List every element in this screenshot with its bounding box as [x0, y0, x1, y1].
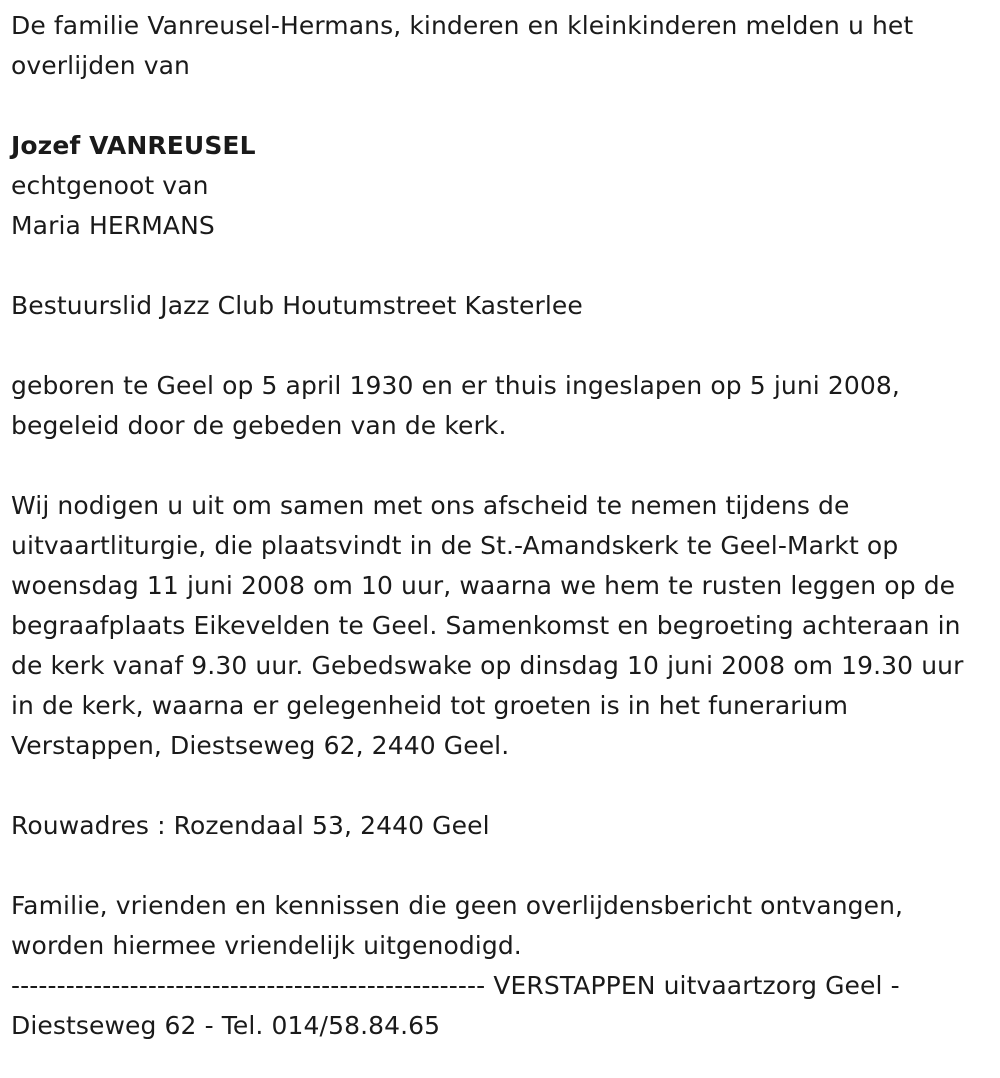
- spacer: [11, 846, 986, 886]
- birth-death-text: geboren te Geel op 5 april 1930 en er thuis ingeslapen op 5 juni 2008, begeleid door de gebeden van de kerk.: [11, 371, 900, 440]
- spouse-label: echtgenoot van: [11, 171, 209, 200]
- spacer: [11, 326, 986, 366]
- deceased-name: Jozef VANREUSEL: [11, 131, 256, 160]
- footer-text: ---------------------------------------------------- VERSTAPPEN uitvaartzorg Geel - Diestseweg 62 - Tel. 014/58.84.65: [11, 971, 900, 1040]
- intro-text: De familie Vanreusel-Hermans, kinderen en kleinkinderen melden u het overlijden van: [11, 11, 914, 80]
- obituary-notice: [11, 6, 986, 1046]
- spacer: [11, 766, 986, 806]
- closing-text: Familie, vrienden en kennissen die geen overlijdensbericht ontvangen, worden hiermee vriendelijk uitgenodigd.: [11, 891, 904, 960]
- spouse-name: Maria HERMANS: [11, 211, 215, 240]
- spacer: [11, 446, 986, 486]
- invitation-text: Wij nodigen u uit om samen met ons afscheid te nemen tijdens de uitvaartliturgie, die plaatsvindt in de St.-Amandskerk te Geel-Markt op woensdag 11 juni 2008 om 10 uur, waarna we hem te rusten leggen op de begraafplaats Eikevelden te Geel. Samenkomst en begroeting achteraan in de kerk vanaf 9.30 uur. Gebedswake op dinsdag 10 juni 2008 om 19.30 uur in de kerk, waarna er gelegenheid tot groeten is in het funerarium Verstappen, Diestseweg 62, 2440 Geel.: [11, 491, 964, 760]
- spacer: [11, 246, 986, 286]
- function-text: Bestuurslid Jazz Club Houtumstreet Kasterlee: [11, 291, 583, 320]
- mourning-address: Rouwadres : Rozendaal 53, 2440 Geel: [11, 811, 490, 840]
- spacer: [11, 86, 986, 126]
